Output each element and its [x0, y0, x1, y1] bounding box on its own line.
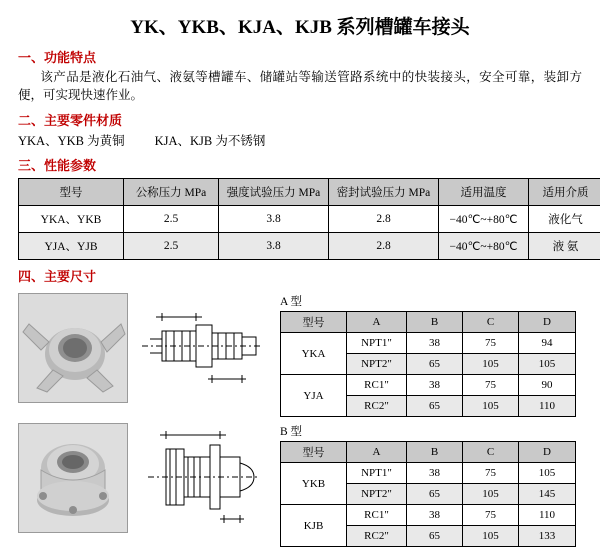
- table-row: [281, 375, 576, 396]
- cell: 液化气: [529, 206, 600, 233]
- cell: 105: [463, 354, 519, 375]
- cell: NPT2": [347, 484, 407, 505]
- cell: 液 氨: [529, 233, 600, 260]
- dimension-table-b: [280, 441, 576, 547]
- type-label-b: B 型: [280, 423, 600, 439]
- cell: 75: [463, 375, 519, 396]
- coupling-photo-a-art: [19, 294, 127, 402]
- type-label-a: A 型: [280, 293, 600, 309]
- cell: 38: [407, 333, 463, 354]
- cell: 3.8: [219, 233, 329, 260]
- col-header: 强度试验压力 MPa: [219, 179, 329, 206]
- coupling-photo-b-art: [19, 424, 127, 532]
- table-row: [281, 505, 576, 526]
- cell: 65: [407, 354, 463, 375]
- section-heading-features: 一、功能特点: [18, 47, 600, 66]
- cell: NPT2": [347, 354, 407, 375]
- cell: 3.8: [219, 206, 329, 233]
- material-right: KJA、KJB 为不锈钢: [155, 134, 266, 148]
- cell: 105: [463, 526, 519, 547]
- col-header: D: [519, 312, 576, 333]
- cell: 2.8: [329, 206, 439, 233]
- cell: 110: [519, 396, 576, 417]
- dimensions-section: [0, 293, 600, 547]
- cell-model: YKB: [281, 463, 347, 505]
- table-row: [19, 233, 600, 260]
- cell: 94: [519, 333, 576, 354]
- product-photo-b: [18, 423, 128, 533]
- table-header-row: [281, 442, 576, 463]
- cell: 145: [519, 484, 576, 505]
- features-body: [18, 68, 582, 104]
- col-header: 型号: [19, 179, 124, 206]
- cell: −40℃~+80℃: [439, 206, 529, 233]
- cell: NPT1": [347, 463, 407, 484]
- col-header: D: [519, 442, 576, 463]
- table-header-row: [19, 179, 600, 206]
- dimension-table-a: [280, 311, 576, 417]
- material-line: [18, 131, 600, 149]
- coupling-drawing-a-art: [136, 293, 266, 401]
- cell: −40℃~+80℃: [439, 233, 529, 260]
- table-row: [281, 463, 576, 484]
- features-body-text: 该产品是液化石油气、液氨等槽罐车、储罐站等输送管路系统中的快装接头，安全可靠，装卸方便，可实现快速作业。: [18, 70, 582, 102]
- cell: 105: [463, 484, 519, 505]
- cell: 75: [463, 463, 519, 484]
- page-title: YK、YKB、KJA、KJB 系列槽罐车接头: [0, 0, 600, 41]
- dimension-row-a: [18, 293, 600, 417]
- product-photo-a: [18, 293, 128, 403]
- col-header: C: [463, 312, 519, 333]
- section-heading-performance: 三、性能参数: [18, 155, 600, 174]
- cell: 105: [519, 463, 576, 484]
- cell: 90: [519, 375, 576, 396]
- cell: YJA、YJB: [19, 233, 124, 260]
- col-header: 型号: [281, 442, 347, 463]
- cell-model: KJB: [281, 505, 347, 547]
- cell: 2.5: [124, 206, 219, 233]
- cell: RC1": [347, 505, 407, 526]
- table-header-row: [281, 312, 576, 333]
- cell: 2.5: [124, 233, 219, 260]
- col-header: 适用介质: [529, 179, 600, 206]
- cell: 105: [463, 396, 519, 417]
- cell: 38: [407, 375, 463, 396]
- performance-table: [18, 178, 600, 260]
- cell: 38: [407, 505, 463, 526]
- cell: 105: [519, 354, 576, 375]
- cell: 38: [407, 463, 463, 484]
- section-heading-dimensions: 四、主要尺寸: [18, 266, 600, 285]
- dimension-row-b: [18, 423, 600, 547]
- cell: 133: [519, 526, 576, 547]
- dimension-table-b-wrap: [280, 423, 600, 547]
- section-heading-material: 二、主要零件材质: [18, 110, 600, 129]
- cell-model: YJA: [281, 375, 347, 417]
- cell: 110: [519, 505, 576, 526]
- material-left: YKA、YKB 为黄铜: [18, 134, 125, 148]
- cell: 65: [407, 526, 463, 547]
- col-header: C: [463, 442, 519, 463]
- cell: 75: [463, 505, 519, 526]
- technical-drawing-a: [136, 293, 266, 403]
- cell: 75: [463, 333, 519, 354]
- technical-drawing-b: [136, 423, 266, 533]
- col-header: A: [347, 312, 407, 333]
- col-header: 适用温度: [439, 179, 529, 206]
- cell: RC2": [347, 526, 407, 547]
- cell: RC2": [347, 396, 407, 417]
- col-header: A: [347, 442, 407, 463]
- table-row: [281, 333, 576, 354]
- col-header: B: [407, 312, 463, 333]
- table-row: [19, 206, 600, 233]
- col-header: 型号: [281, 312, 347, 333]
- cell: YKA、YKB: [19, 206, 124, 233]
- cell: NPT1": [347, 333, 407, 354]
- cell-model: YKA: [281, 333, 347, 375]
- coupling-drawing-b-art: [136, 423, 266, 531]
- dimension-table-a-wrap: [280, 293, 600, 417]
- cell: 2.8: [329, 233, 439, 260]
- cell: 65: [407, 484, 463, 505]
- col-header: B: [407, 442, 463, 463]
- col-header: 公称压力 MPa: [124, 179, 219, 206]
- cell: 65: [407, 396, 463, 417]
- cell: RC1": [347, 375, 407, 396]
- col-header: 密封试验压力 MPa: [329, 179, 439, 206]
